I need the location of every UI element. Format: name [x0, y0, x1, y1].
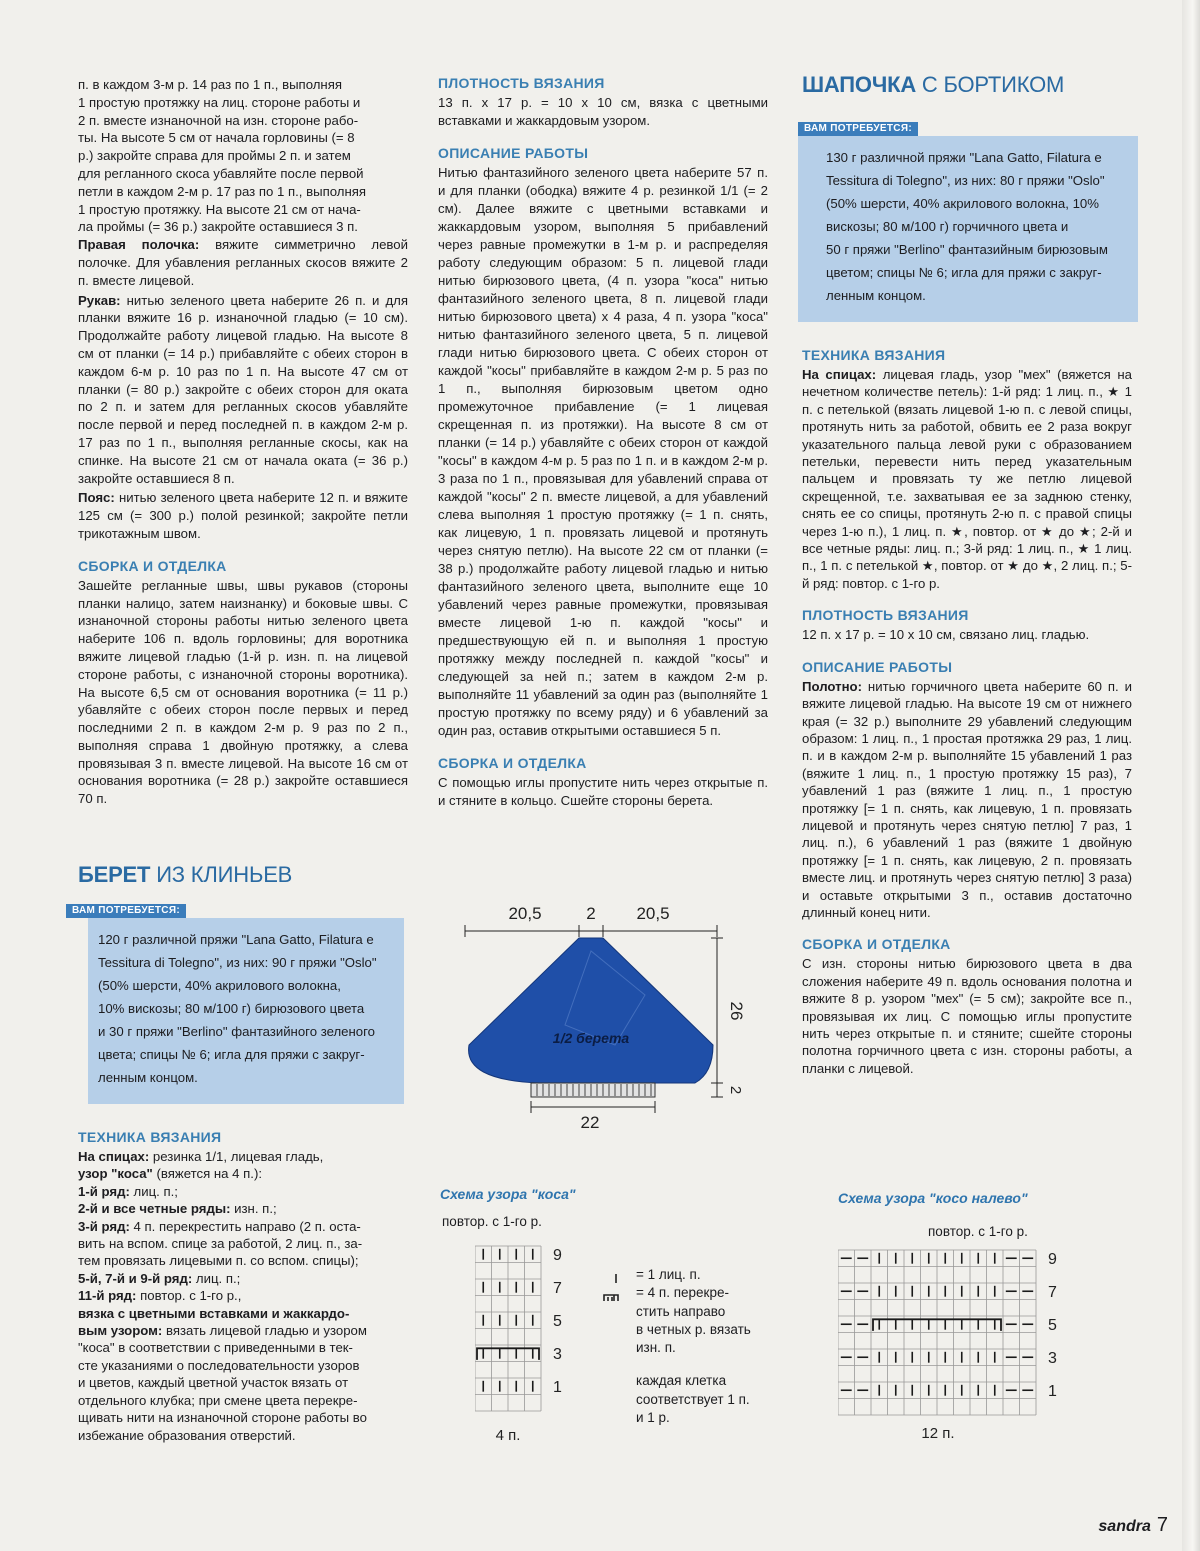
technique-text: лицевая гладь, узор "мех" (вяжется на нечетном количестве петель): 1-й ряд: 1 лиц. п., ★ 1 п. с петелькой (вязать лицевой 1-ю п. с левой спицы, протянуть нить за работой, обвить ее 2 раза вокруг указательного пальца левой руки с образованием петельки, перевести нить перед указательным пальцем и провязать ту же петлю лицевой скрещенной, т.е. захватывая ее за заднюю стенку, снять ее со спицы, протянуть 2-ю п. с правой спицы через 1-ю п.), 1 лиц. п. ★, повтор. от ★ до ★; 2-й и все четные ряды: лиц. п.; 3-й ряд: 1 лиц. п., ★ 1 лиц. п., 1 п. с петелькой ★, повтор. от ★ до ★, 2 лиц. п.; 5-й ряд: повтор. с 1-го р. — [802, 367, 1132, 591]
page-footer — [1098, 1514, 1168, 1537]
technique-line — [78, 1374, 408, 1391]
needs-tab: ВАМ ПОТРЕБУЕТСЯ: — [798, 122, 918, 136]
technique-line — [78, 1392, 408, 1409]
technique-line — [78, 1252, 408, 1269]
technique-line-text: 4 п. перекрестить направо (2 п. оста- — [129, 1218, 361, 1234]
technique-line-text: тем провязать лицевыми п. со вспом. спицы); — [78, 1253, 359, 1269]
needs-line: ленным концом. — [826, 288, 926, 303]
row-number-label: 7 — [1048, 1284, 1057, 1302]
density-text: 12 п. x 17 р. = 10 x 10 см, связано лиц. гладью. — [802, 627, 1090, 643]
description-text: Нитью фантазийного зеленого цвета наберите 57 п. и для планки (ободка) вяжите 4 р. резинкой 1/1 (= 2 см). Далее вяжите с цветными вставками и жаккардовым узором, выполняя 5 прибавлений через равные промежутки в 1-м р. и распределяя работу следующим образом: 5 п. лицевой глади нитью бирюзового цвета, (4 п. узора "коса" нитью фантазийного зеленого цвета, 8 п. лицевой глади нитью бирюзового цвета) x 4 раза, 4 п. узора "коса" нитью фантазийного зеленого цвета, 5 п. лицевой глади нитью бирюзового цвета. С обеих сторон от каждой "косы" прибавляйте в каждом 2-м р. 5 раз по 1 п., выполняя бирюзовым цветом одно промежуточное прибавление (= 1 лицевая скрещенная п. из протяжки). На высоте 8 см от планки (= 14 р.) убавляйте с обеих сторон от каждой "косы" в каждом 4-м р. 5 раз по 1 п. и в каждом 2-м р. 3 раза по 1 п., провязывая для убавлений справа от каждой "косы" 2 п. вместе лицевой, а для убавлений слева выполняя 1 простую протяжку (= 1 п. снять, как лицевую, 1 п. провязать лицевой и протянуть через снятую петлю). На высоте 22 см от планки (= 38 р.) продолжайте работу лицевой гладью и нитью фантазийного зеленого цвета, выполните еще 10 убавлений через равные промежутки, провязывая вместе лицевой 1-ю п. каждой "косы" и предшествующую ей п. и выполняя 1 простую протяжку между последней п. каждой "косы" и следующей за ней п.; затем в каждом 2-м р. выполняйте 11 убавлений за один раз (выполняйте 1 простую протяжку по всему ряду) и 6 убавлений за один раз, оставив открытыми оставшиеся 5 п. — [438, 165, 768, 738]
text-line: петли в каждом 2-м р. 17 раз по 1 п., выполняя — [78, 183, 367, 199]
technique-line-text: резинка 1/1, лицевая гладь, — [149, 1149, 324, 1164]
band-rect — [531, 1083, 655, 1097]
needs-line: Tessitura di Tolegno", из них: 90 г пряжи "Oslo" — [98, 955, 377, 970]
needs-line: и 30 г пряжи "Berlino" фантазийного зеленого — [98, 1024, 375, 1039]
needs-body — [798, 136, 1138, 322]
needs-line: цветом; спицы № 6; игла для пряжи с закруг- — [826, 265, 1102, 280]
technique-line-label: вым узором: — [78, 1323, 163, 1339]
legend-cell-line: каждая клетка — [636, 1373, 727, 1389]
legend-cell-line: соответствует 1 п. — [636, 1391, 750, 1407]
shape-label: 1/2 берета — [552, 1030, 630, 1046]
hat-needs-box — [798, 122, 1138, 320]
assembly-heading: СБОРКА И ОТДЕЛКА — [802, 936, 951, 953]
technique-line — [78, 1339, 408, 1356]
needs-line: ленным концом. — [98, 1070, 198, 1085]
text-line: 1 простую протяжку. На высоте 21 см от нача- — [78, 201, 361, 217]
cable-legend-text — [636, 1266, 751, 1427]
text-line: п. в каждом 3-м р. 14 раз по 1 п., выполняя — [78, 77, 342, 92]
legend-cross-line: в четных р. вязать — [636, 1321, 751, 1337]
assembly-heading: СБОРКА И ОТДЕЛКА — [78, 557, 227, 574]
row-number-label: 5 — [553, 1313, 562, 1331]
cable-chart-width-label: 4 п. — [495, 1427, 521, 1444]
legend-knit: = 1 лиц. п. — [636, 1267, 701, 1282]
technique-line — [78, 1218, 408, 1235]
description-heading: ОПИСАНИЕ РАБОТЫ — [438, 145, 589, 161]
belt-label: Пояс: — [78, 490, 115, 506]
technique-line — [78, 1200, 408, 1217]
technique-line-text: лиц. п.; — [192, 1270, 241, 1286]
dim-height-label: 26 — [727, 1001, 746, 1021]
description-text: нитью горчичного цвета наберите 60 п. и вяжите лицевой гладью. На высоте 19 см от нижнего края (= 32 р.) выполните 29 убавлений следующим образом: 1 лиц. п., 1 простая протяжка 29 раз, 1 лиц. п. и в каждом 2-м р. выполняйте 15 убавлений 1 раз (вяжите 1 лиц. п., 1 простую протяжку 15 раз), 7 убавлений 1 раз (вяжите 1 лиц. п., 1 простую протяжку [= 1 п. снять, как лицевую, 1 п. провязать лицевой и протянуть через снятую петлю] 7 раз, 1 лиц. п.), 6 убавлений 1 раз (вяжите 1 двойную протяжку [= 1 п. снять, как лицевую, 2 п. провязать вместе лиц. и протянуть через снятую петлю] 3 раза) и оставьте открытыми 3 п., оставив достаточно длинный конец нити. — [802, 678, 1132, 920]
hat-title-rest: С БОРТИКОМ — [916, 72, 1065, 97]
technique-lines — [78, 1148, 408, 1444]
technique-line-label: 5-й, 7-й и 9-й ряд: — [78, 1270, 193, 1286]
technique-line-text: отдельного клубка; при смене цвета перекре- — [78, 1392, 358, 1408]
technique-line-text: лиц. п.; — [129, 1183, 178, 1199]
technique-line-text: вязать лицевой гладью и узором — [162, 1323, 367, 1339]
technique-paragraph — [802, 366, 1132, 592]
assembly-heading: СБОРКА И ОТДЕЛКА — [438, 755, 587, 771]
fur-chart — [838, 1248, 1068, 1448]
column-3 — [802, 346, 1132, 1079]
technique-line-label: узор "коса" — [78, 1166, 153, 1182]
fur-chart-grid — [838, 1250, 1057, 1415]
text-line: ла проймы (= 36 р.) закройте оставшиеся 3 п. — [78, 219, 358, 235]
beret-schematic — [455, 895, 755, 1135]
text-line: р.) закройте справа для проймы 2 п. и затем — [78, 148, 351, 164]
technique-heading: ТЕХНИКА ВЯЗАНИЯ — [802, 347, 946, 363]
beret-title-bold: БЕРЕТ — [78, 862, 151, 887]
beret-technique — [78, 1128, 408, 1444]
density-text: 13 п. x 17 р. = 10 x 10 см, вязка с цветными вставками и жаккардовым узором. — [438, 95, 768, 128]
assembly-text: С помощью иглы пропустите нить через открытые п. и стяните в кольцо. Сшейте стороны берета. — [438, 775, 768, 808]
legend-cross-line: = 4 п. перекре- — [636, 1285, 729, 1301]
cable-chart-grid — [475, 1246, 562, 1411]
needs-line: 120 г различной пряжи "Lana Gatto, Filatura e — [98, 932, 374, 947]
text-line: 1 простую протяжку на лиц. стороне работы и — [78, 94, 361, 110]
technique-line-text: щивать нити на изнаночной стороне работы во — [78, 1410, 367, 1426]
cable-chart-caption: Схема узора "коса" — [440, 1186, 576, 1202]
cable-legend-symbols — [582, 1266, 632, 1316]
beret-half-shape — [469, 938, 713, 1083]
hat-title — [802, 72, 1064, 98]
description-paragraph — [802, 678, 1132, 922]
column-1 — [78, 76, 408, 810]
technique-line-text: "коса" в соответствии с приведенными в тек- — [78, 1340, 353, 1356]
assembly-text: С изн. стороны нитью бирюзового цвета в два сложения наберите 49 п. вдоль основания полотна и вяжите 8 р. узором "мех" (= 5 см); закройте все п., провязывая их лиц. С помощью иглы пропустите нить через открытые п. и стяните; сшейте стороны полотна горчичного цвета с изн. стороны работы, а планки с лицевой. — [802, 956, 1132, 1076]
technique-line-label: 3-й ряд: — [78, 1218, 130, 1234]
technique-line-label: На спицах: — [78, 1149, 150, 1164]
row-number-label: 7 — [553, 1280, 562, 1298]
sleeve-paragraph — [78, 292, 408, 488]
text-line: для регланного скоса убавляйте после первой — [78, 165, 364, 181]
sleeve-label: Рукав: — [78, 292, 121, 308]
needs-line: 50 г пряжи "Berlino" фантазийным бирюзовым — [826, 242, 1108, 257]
technique-line — [78, 1357, 408, 1374]
technique-line-label: 1-й ряд: — [78, 1183, 130, 1199]
technique-heading: ТЕХНИКА ВЯЗАНИЯ — [78, 1129, 222, 1145]
technique-line — [78, 1270, 408, 1287]
technique-line-text: сте указаниями о последовательности узоров — [78, 1357, 360, 1373]
page-edge — [1182, 0, 1200, 1551]
belt-text: нитью зеленого цвета наберите 12 п. и вяжите 125 см (= 300 р.) полой резинкой; закройте петли трикотажным швом. — [78, 490, 408, 541]
technique-line-text: (вяжется на 4 п.): — [152, 1166, 263, 1182]
technique-line — [78, 1287, 408, 1304]
technique-label: На спицах: — [802, 367, 877, 382]
technique-line — [78, 1165, 408, 1182]
right-front-text: вяжите симметрично левой полочке. Для убавления регланных скосов вяжите 2 п. вместе лицевой. — [78, 237, 408, 288]
text-line: 2 п. вместе изнаночной на изн. стороне рабо- — [78, 112, 359, 128]
fur-chart-width-label: 12 п. — [921, 1425, 955, 1442]
technique-line — [78, 1148, 408, 1165]
dim-mid-label: 2 — [586, 904, 596, 923]
technique-line-label: 11-й ряд: — [78, 1288, 137, 1304]
needs-line: цвета; спицы № 6; игла для пряжи с закруг- — [98, 1047, 365, 1062]
technique-line — [78, 1305, 408, 1322]
density-heading: ПЛОТНОСТЬ ВЯЗАНИЯ — [802, 607, 969, 624]
density-heading: ПЛОТНОСТЬ ВЯЗАНИЯ — [438, 75, 605, 91]
text-line: ты. На высоте 5 см от начала горловины (= 8 — [78, 130, 355, 146]
technique-line — [78, 1183, 408, 1200]
dim-left-label: 20,5 — [508, 904, 542, 923]
legend-cross-line: изн. п. — [636, 1340, 676, 1356]
needs-line: вискозы; 80 м/100 г) горчичного цвета и — [826, 219, 1069, 234]
dim-bottom-label: 22 — [580, 1113, 600, 1132]
legend-cell-line: и 1 р. — [636, 1410, 670, 1426]
needs-line: Tessitura di Tolegno", из них: 80 г пряжи "Oslo" — [826, 173, 1105, 188]
dim-right-label: 20,5 — [636, 904, 670, 923]
row-number-label: 9 — [1048, 1251, 1057, 1269]
technique-line-label: 2-й и все четные ряды: — [78, 1201, 231, 1217]
needs-line: 10% вискозы; 80 м/100 г) бирюзового цвета — [98, 1001, 365, 1016]
hat-title-bold: ШАПОЧКА — [802, 72, 917, 97]
col1-top-lines — [78, 76, 408, 236]
technique-line — [78, 1427, 408, 1444]
legend-cross-line: стить направо — [636, 1303, 726, 1319]
dim-band-label: 2 — [727, 1085, 744, 1095]
technique-line-text: избежание образования отверстий. — [78, 1427, 296, 1443]
row-number-label: 1 — [553, 1379, 562, 1397]
needs-tab: ВАМ ПОТРЕБУЕТСЯ: — [66, 904, 186, 918]
row-number-label: 5 — [1048, 1317, 1057, 1335]
technique-line-text: повтор. с 1-го р., — [136, 1288, 242, 1304]
technique-line — [78, 1235, 408, 1252]
description-heading: ОПИСАНИЕ РАБОТЫ — [802, 658, 953, 675]
technique-line — [78, 1322, 408, 1339]
cable-chart — [475, 1244, 585, 1444]
right-front-label: Правая полочка: — [78, 237, 200, 253]
row-number-label: 3 — [1048, 1350, 1057, 1368]
fur-chart-caption: Схема узора "косо налево" — [838, 1190, 1028, 1206]
belt-paragraph — [78, 489, 408, 542]
assembly-text: Зашейте регланные швы, швы рукавов (стороны планки налицо, затем наизнанку) и боковые швы. С изнаночной стороны работы нитью зеленого цвета наберите 106 п. вдоль горловины; для воротника вяжите лицевой гладью (1-й р. изн. п. на лицевой стороне работы, с изнаночной стороны воротника). На высоте 6,5 см от основания воротника (= 11 р.) убавляйте с обеих сторон после первых и перед последними 2 п. в каждом 2-м р. 9 раз по 2 п., выполняя справа 1 двойную протяжку, а слева провязывая 3 п. вместе лицевой. На высоте 16 см от основания воротника (= 28 р.) закройте оставшиеся 70 п. — [78, 577, 408, 807]
page-number: 7 — [1156, 1514, 1168, 1536]
technique-line-text: изн. п.; — [230, 1201, 277, 1217]
row-number-label: 3 — [553, 1346, 562, 1364]
beret-title-rest: ИЗ КЛИНЬЕВ — [150, 862, 293, 887]
technique-line-text: вить на вспом. спице за работой, 2 лиц. п., за- — [78, 1236, 363, 1252]
sleeve-text: нитью зеленого цвета наберите 26 п. и для планки вяжите 16 р. изнаночной гладью (= 10 см). Продолжайте работу лицевой гладью. На высоте 8 см от планки (= 14 р.) прибавляйте с обеих сторон в каждом 6-м р. 10 раз по 1 п. На высоте 47 см от планки (= 80 р.) закройте с обеих сторон для оката по 2 п. и затем для регланных скосов убавляйте после первой и перед последней п. в каждом 2-м р. 17 раз по 1 п., выполняя регланные скосы, как на спинке. На высоте 21 см от начала оката (= 36 р.) закройте оставшиеся 8 п. — [78, 292, 408, 486]
needs-line: (50% шерсти, 40% акрилового волокна, 10% — [826, 196, 1099, 211]
row-number-label: 9 — [553, 1247, 562, 1265]
brand-name: sandra — [1098, 1518, 1151, 1535]
needs-body — [88, 918, 404, 1104]
technique-line-label: вязка с цветными вставками и жаккардо- — [78, 1305, 350, 1321]
needs-line: 130 г различной пряжи "Lana Gatto, Filatura e — [826, 150, 1102, 165]
technique-line — [78, 1409, 408, 1426]
needs-line: (50% шерсти, 40% акрилового волокна, — [98, 978, 341, 993]
cross-symbol — [604, 1295, 618, 1301]
beret-title — [78, 862, 292, 888]
row-number-label: 1 — [1048, 1383, 1057, 1401]
column-2 — [438, 74, 768, 812]
right-front-paragraph — [78, 236, 408, 289]
beret-needs-box — [66, 904, 404, 1102]
fur-chart-repeat: повтор. с 1-го р. — [928, 1224, 1028, 1239]
cable-chart-repeat: повтор. с 1-го р. — [442, 1214, 542, 1229]
description-label: Полотно: — [802, 678, 863, 694]
technique-line-text: и цветов, каждый цветной участок вязать от — [78, 1375, 349, 1391]
